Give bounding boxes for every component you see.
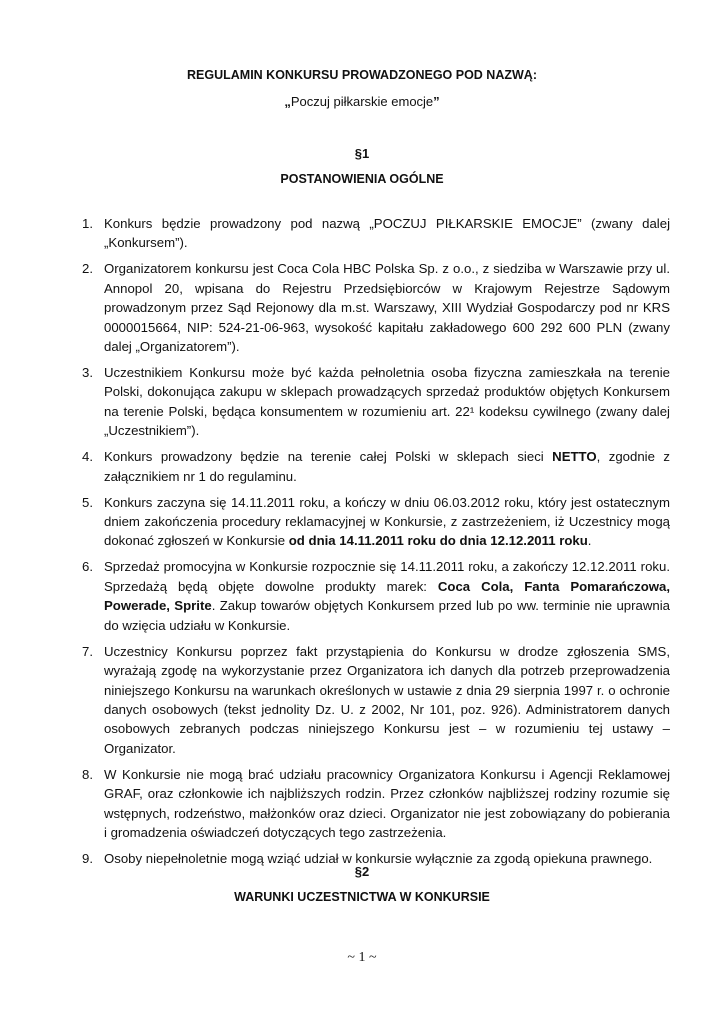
item-text-part: Konkurs zaczyna się 14.11.2011 roku, a kończy w dniu 06.03.2012 roku, który jest ostatecznym dniem zakończenia procedury reklamacyjnej w Konkursie, z zastrzeżeniem, iż Uczestnicy mogą dokonać zgłoszeń w Konkursie bbox=[104, 494, 670, 549]
list-item bbox=[82, 642, 670, 758]
item-number: 8. bbox=[82, 766, 93, 782]
item-number: 5. bbox=[82, 494, 93, 510]
item-text-part: . Zakup towarów objętych Konkursem przed lub po ww. terminie nie uprawnia do wzięcia udziału w Konkursie. bbox=[104, 598, 670, 633]
page-number: ~ 1 ~ bbox=[347, 950, 377, 965]
item-text bbox=[104, 449, 670, 483]
item-number: 4. bbox=[82, 449, 93, 465]
item-text-bold: od dnia 14.11.2011 roku do dnia 12.12.2011 roku bbox=[288, 533, 588, 549]
item-text-part: Konkurs prowadzony będzie na terenie całej Polski w sklepach sieci bbox=[104, 449, 553, 465]
list-item bbox=[82, 765, 670, 843]
subtitle-close-quote: ” bbox=[433, 94, 440, 109]
item-number: 2. bbox=[82, 261, 93, 277]
item-text-part: , zgodnie z załącznikiem nr 1 do regulaminu. bbox=[104, 449, 670, 484]
list-item bbox=[82, 447, 670, 486]
list-item bbox=[82, 557, 670, 635]
item-text: Organizatorem konkursu jest Coca Cola HBC Polska Sp. z o.o., z siedziba w Warszawie przy ul. Annopol 20, wpisana do Rejestru Przedsiębiorców w Krajowym Rejestrze Sądowym prowadzonym przez Sąd Rejonowy dla m.st. Warszawy, XIII Wydział Gospodarczy pod nr KRS 0000015664, NIP: 524-21-06-963, wysokość kapitału zakładowego 600 292 600 PLN (zwany dalej „Organizatorem”). bbox=[104, 261, 670, 355]
subtitle-text: Poczuj piłkarskie emocje bbox=[290, 94, 434, 109]
item-text: Osoby niepełnoletnie mogą wziąć udział w konkursie wyłącznie za zgodą opiekuna prawnego. bbox=[104, 850, 653, 866]
section-1-heading: POSTANOWIENIA OGÓLNE bbox=[280, 172, 444, 186]
section-1-symbol: §1 bbox=[354, 146, 370, 161]
document-subtitle bbox=[0, 94, 724, 109]
item-number: 1. bbox=[82, 216, 93, 231]
list-item bbox=[82, 259, 670, 356]
rules-list bbox=[82, 214, 670, 875]
item-number: 9. bbox=[82, 850, 93, 866]
item-text: Uczestnicy Konkursu poprzez fakt przystąpienia do Konkursu w drodze zgłoszenia SMS, wyrażają zgodę na wykorzystanie przez Organizatora ich danych dla potrzeb przeprowadzenia niniejszego Konkursu na warunkach określonych w ustawie z dnia 29 sierpnia 1997 r. o ochronie danych osobowych (tekst jednolity Dz. U. z 2002, Nr 101, poz. 926). Administratorem danych osobowych zebranych podczas niniejszego Konkursu jest – w rozumieniu tej ustawy – Organizator. bbox=[104, 643, 670, 756]
document-title: REGULAMIN KONKURSU PROWADZONEGO POD NAZWĄ: bbox=[187, 68, 537, 82]
item-number: 3. bbox=[82, 365, 93, 381]
item-number: 7. bbox=[82, 643, 93, 659]
item-text bbox=[104, 495, 670, 549]
item-text-bold: NETTO bbox=[552, 449, 597, 465]
section-2-symbol: §2 bbox=[354, 864, 370, 879]
item-text-bold: Coca Cola, Fanta Pomarańczowa, Powerade, Sprite bbox=[104, 578, 671, 614]
item-text: Konkurs będzie prowadzony pod nazwą „POCZUJ PIŁKARSKIE EMOCJE” (zwany dalej „Konkursem”). bbox=[104, 216, 670, 251]
item-text: W Konkursie nie mogą brać udziału pracownicy Organizatora Konkursu i Agencji Reklamowej GRAF, oraz członkowie ich najbliższych rodzin. Przez członków najbliższej rodziny rozumie się wstępnych, rodzeństwo, małżonków oraz dzieci. Organizator nie jest zobowiązany do pobierania i gromadzenia oświadczeń dotyczących tego zastrzeżenia. bbox=[104, 766, 670, 840]
subtitle-open-quote: „ bbox=[284, 94, 291, 109]
item-number: 6. bbox=[82, 559, 93, 575]
list-item bbox=[82, 214, 670, 253]
item-text bbox=[104, 559, 670, 632]
list-item bbox=[82, 493, 670, 551]
item-text-part: Sprzedaż promocyjna w Konkursie rozpocznie się 14.11.2011 roku, a zakończy 12.12.2011 roku. Sprzedażą będą objęte dowolne produkty marek: bbox=[104, 559, 670, 594]
section-2-heading: WARUNKI UCZESTNICTWA W KONKURSIE bbox=[234, 890, 490, 904]
item-text: Uczestnikiem Konkursu może być każda pełnoletnia osoba fizyczna zamieszkała na terenie Polski, dokonująca zakupu w sklepach prowadzących sprzedaż produktów objętych Konkursem na terenie Polski, będąca konsumentem w rozumieniu art. 22¹ kodeksu cywilnego (zwany dalej „Uczestnikiem”). bbox=[104, 365, 670, 439]
list-item bbox=[82, 363, 670, 441]
item-text-part: . bbox=[587, 533, 592, 549]
